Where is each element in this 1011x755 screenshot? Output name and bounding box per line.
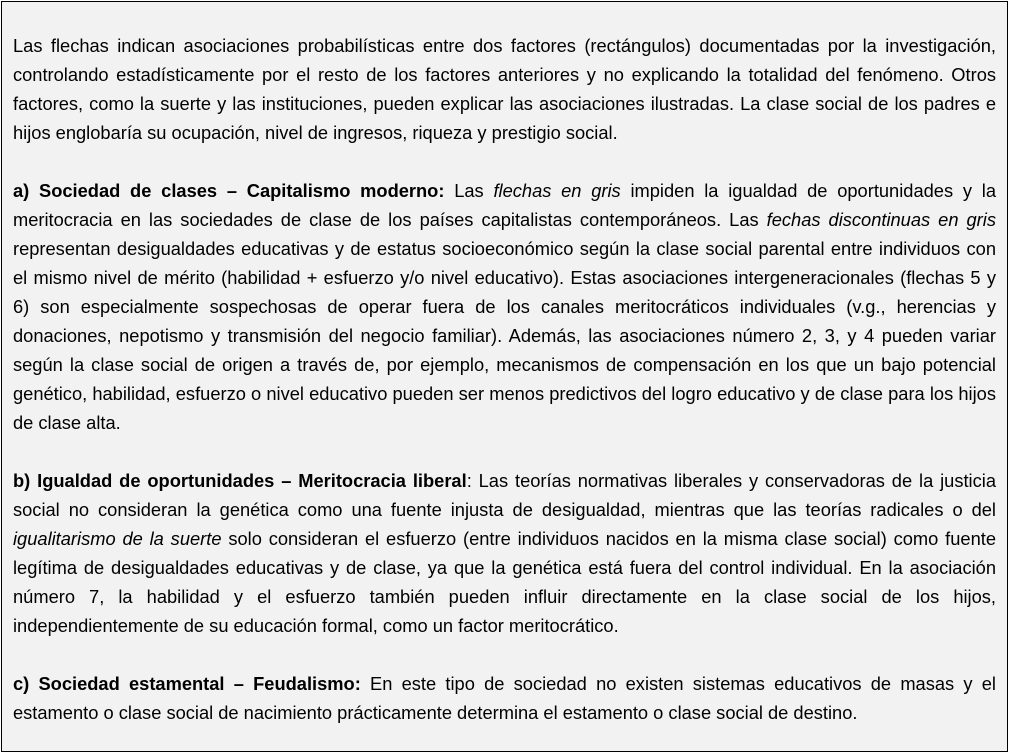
section-c-text-1: En este tipo de sociedad no existen sistemas educativos de masas y el estamento o clase social de nacimiento prácticamente determina el estamento o clase social de destino. bbox=[13, 673, 996, 723]
intro-paragraph: Las flechas indican asociaciones probabilísticas entre dos factores (rectángulos) documentadas por la investigación, controlando estadísticamente por el resto de los factores anteriores y no explicando la totalidad del fenómeno. Otros factores, como la suerte y las instituciones, pueden explicar las asociaciones ilustradas. La clase social de los padres e hijos englobaría su ocupación, nivel de ingresos, riqueza y prestigio social. bbox=[13, 35, 996, 143]
section-b-heading: b) Igualdad de oportunidades – Meritocracia liberal bbox=[13, 470, 467, 491]
section-a-italic-1: flechas en gris bbox=[493, 180, 621, 201]
section-a-text-1: Las bbox=[444, 180, 494, 201]
section-a-heading: a) Sociedad de clases – Capitalismo moderno: bbox=[13, 180, 445, 201]
section-a-text-3: representan desigualdades educativas y de estatus socioeconómico según la clase social parental entre individuos con el mismo nivel de mérito (habilidad + esfuerzo y/o nivel educativo). Estas asociaciones intergeneracionales (flechas 5 y 6) son especialmente sospechosas de operar fuera de los canales meritocráticos individuales (v.g., herencias y donaciones, nepotismo y transmisión del negocio familiar). Además, las asociaciones número 2, 3, y 4 pueden variar según la clase social de origen a través de, por ejemplo, mecanismos de compensación en los que un bajo potencial genético, habilidad, esfuerzo o nivel educativo pueden ser menos predictivos del logro educativo y de clase para los hijos de clase alta. bbox=[13, 238, 996, 433]
section-c-paragraph bbox=[13, 669, 996, 727]
section-a-text-2: impiden la igualdad de oportunidades y la meritocracia en las sociedades de clase de los países capitalistas contemporáneos. Las bbox=[13, 180, 996, 230]
section-b-text-1: : Las teorías normativas liberales y conservadoras de la justicia social no consideran la genética como una fuente injusta de desigualdad, mientras que las teorías radicales o del bbox=[13, 470, 996, 520]
section-b-text-2: solo consideran el esfuerzo (entre individuos nacidos en la misma clase social) como fuente legítima de desigualdades educativas y de clase, ya que la genética está fuera del control individual. En la asociación número 7, la habilidad y el esfuerzo también pueden influir directamente en la clase social de los hijos, independientemente de su educación formal, como un factor meritocrático. bbox=[13, 528, 996, 636]
text-box bbox=[1, 1, 1008, 752]
section-a-paragraph bbox=[13, 176, 996, 437]
section-c-heading: c) Sociedad estamental – Feudalismo: bbox=[13, 673, 361, 694]
section-b-paragraph bbox=[13, 466, 996, 640]
section-b-italic-1: igualitarismo de la suerte bbox=[13, 528, 222, 549]
section-a-italic-2: fechas discontinuas en gris bbox=[766, 209, 996, 230]
